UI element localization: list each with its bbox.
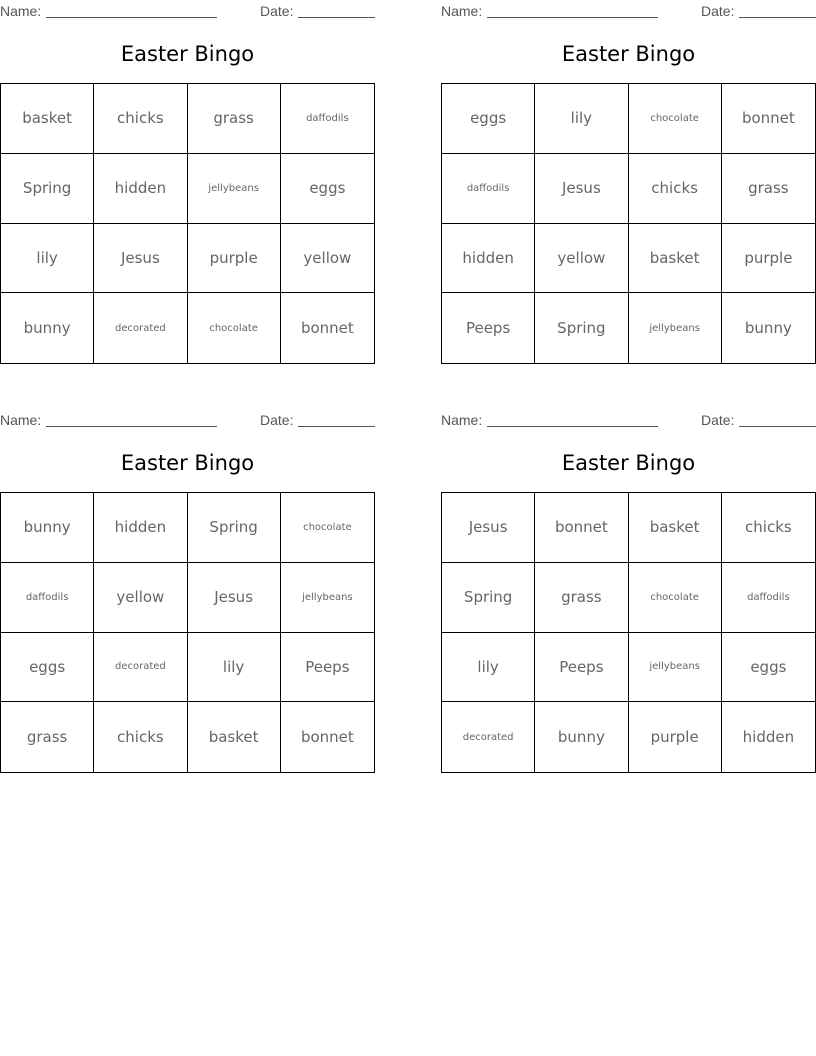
bingo-cell[interactable]: jellybeans [281,563,374,633]
bingo-grid [441,492,816,773]
bingo-cell[interactable]: jellybeans [629,293,722,363]
name-field[interactable] [46,17,217,18]
bingo-cell[interactable]: decorated [442,702,535,772]
bingo-cell[interactable]: bonnet [300,319,354,338]
bingo-cell[interactable]: bunny [1,293,94,363]
name-field[interactable] [487,426,658,427]
bingo-grid [0,83,375,364]
card-title: Easter Bingo [120,42,255,66]
bingo-cell[interactable]: hidden [742,728,795,747]
date-field[interactable] [298,426,375,427]
bingo-cell[interactable]: chocolate [629,84,722,154]
date-label: Date: [701,412,735,428]
bingo-cell[interactable]: bonnet [535,493,628,563]
name-field[interactable] [46,426,217,427]
bingo-cell[interactable]: chicks [94,84,187,154]
bingo-cell[interactable]: bonnet [722,84,815,154]
bingo-cell[interactable]: basket [188,702,281,772]
card-title: Easter Bingo [561,42,696,66]
bingo-cell[interactable]: Spring [1,154,94,224]
bingo-cell[interactable]: bunny [535,702,628,772]
bingo-cell[interactable]: yellow [535,224,628,294]
bingo-cell[interactable]: purple [722,224,815,294]
bingo-cell[interactable]: daffodils [442,154,535,224]
bingo-grid [0,492,375,773]
bingo-cell[interactable]: yellow [94,563,187,633]
bingo-cell[interactable]: Jesus [442,493,535,563]
bingo-cell[interactable]: daffodils [1,563,94,633]
bingo-cell[interactable]: eggs [1,633,94,703]
card-header [0,409,375,431]
bingo-cell[interactable]: yellow [281,224,374,294]
bingo-card [441,409,816,747]
bingo-cell[interactable]: decorated [94,633,187,703]
bingo-cell[interactable]: hidden [94,154,187,224]
bingo-cell[interactable]: chocolate [188,293,281,363]
bingo-cell[interactable]: grass [1,702,94,772]
bingo-cell[interactable]: grass [535,563,628,633]
date-field[interactable] [298,17,375,18]
bingo-cell[interactable]: daffodils [281,84,374,154]
bingo-cell[interactable]: jellybeans [188,154,281,224]
card-header [441,0,816,22]
date-field[interactable] [739,17,816,18]
date-label: Date: [260,412,294,428]
bingo-cell[interactable]: bunny [744,319,792,338]
name-label: Name: [0,412,42,428]
bingo-cell[interactable]: Spring [188,493,281,563]
date-label: Date: [260,3,294,19]
bingo-cell[interactable]: eggs [442,84,535,154]
bingo-cell[interactable]: Peeps [535,633,628,703]
bingo-cell[interactable]: grass [722,154,815,224]
bingo-cell[interactable]: chicks [722,493,815,563]
bingo-cell[interactable]: daffodils [722,563,815,633]
bingo-cell[interactable]: basket [629,224,722,294]
bingo-cell[interactable]: Spring [442,563,535,633]
bingo-cell[interactable]: grass [188,84,281,154]
bingo-cell[interactable]: basket [1,84,94,154]
bingo-cell[interactable]: purple [188,224,281,294]
card-header [441,409,816,431]
bingo-card [441,0,816,338]
name-label: Name: [0,3,42,19]
bingo-cell[interactable]: chicks [94,702,187,772]
bingo-cell[interactable]: lily [188,633,281,703]
bingo-cell[interactable]: hidden [94,493,187,563]
bingo-cell[interactable]: bunny [1,493,94,563]
bingo-cell[interactable]: hidden [442,224,535,294]
bingo-cell[interactable]: jellybeans [629,633,722,703]
date-field[interactable] [739,426,816,427]
bingo-grid [441,83,816,364]
bingo-cell[interactable]: chocolate [281,493,374,563]
bingo-cell[interactable]: bonnet [300,728,354,747]
bingo-cell[interactable]: eggs [281,154,374,224]
bingo-cell[interactable]: Spring [535,293,628,363]
name-label: Name: [441,3,483,19]
bingo-cell[interactable]: purple [629,702,722,772]
bingo-cell[interactable]: lily [1,224,94,294]
bingo-cell[interactable]: Peeps [442,293,535,363]
bingo-card [0,409,375,747]
bingo-cell[interactable]: Peeps [281,633,374,703]
card-header [0,0,375,22]
name-field[interactable] [487,17,658,18]
bingo-cell[interactable]: decorated [94,293,187,363]
card-title: Easter Bingo [561,451,696,475]
bingo-cell[interactable]: lily [535,84,628,154]
date-label: Date: [701,3,735,19]
bingo-card [0,0,375,338]
bingo-cell[interactable]: Jesus [535,154,628,224]
name-label: Name: [441,412,483,428]
bingo-cell[interactable]: lily [442,633,535,703]
bingo-cell[interactable]: basket [629,493,722,563]
bingo-cell[interactable]: eggs [722,633,815,703]
card-title: Easter Bingo [120,451,255,475]
bingo-cell[interactable]: Jesus [94,224,187,294]
bingo-cell[interactable]: chicks [629,154,722,224]
bingo-cell[interactable]: Jesus [188,563,281,633]
bingo-cell[interactable]: chocolate [629,563,722,633]
